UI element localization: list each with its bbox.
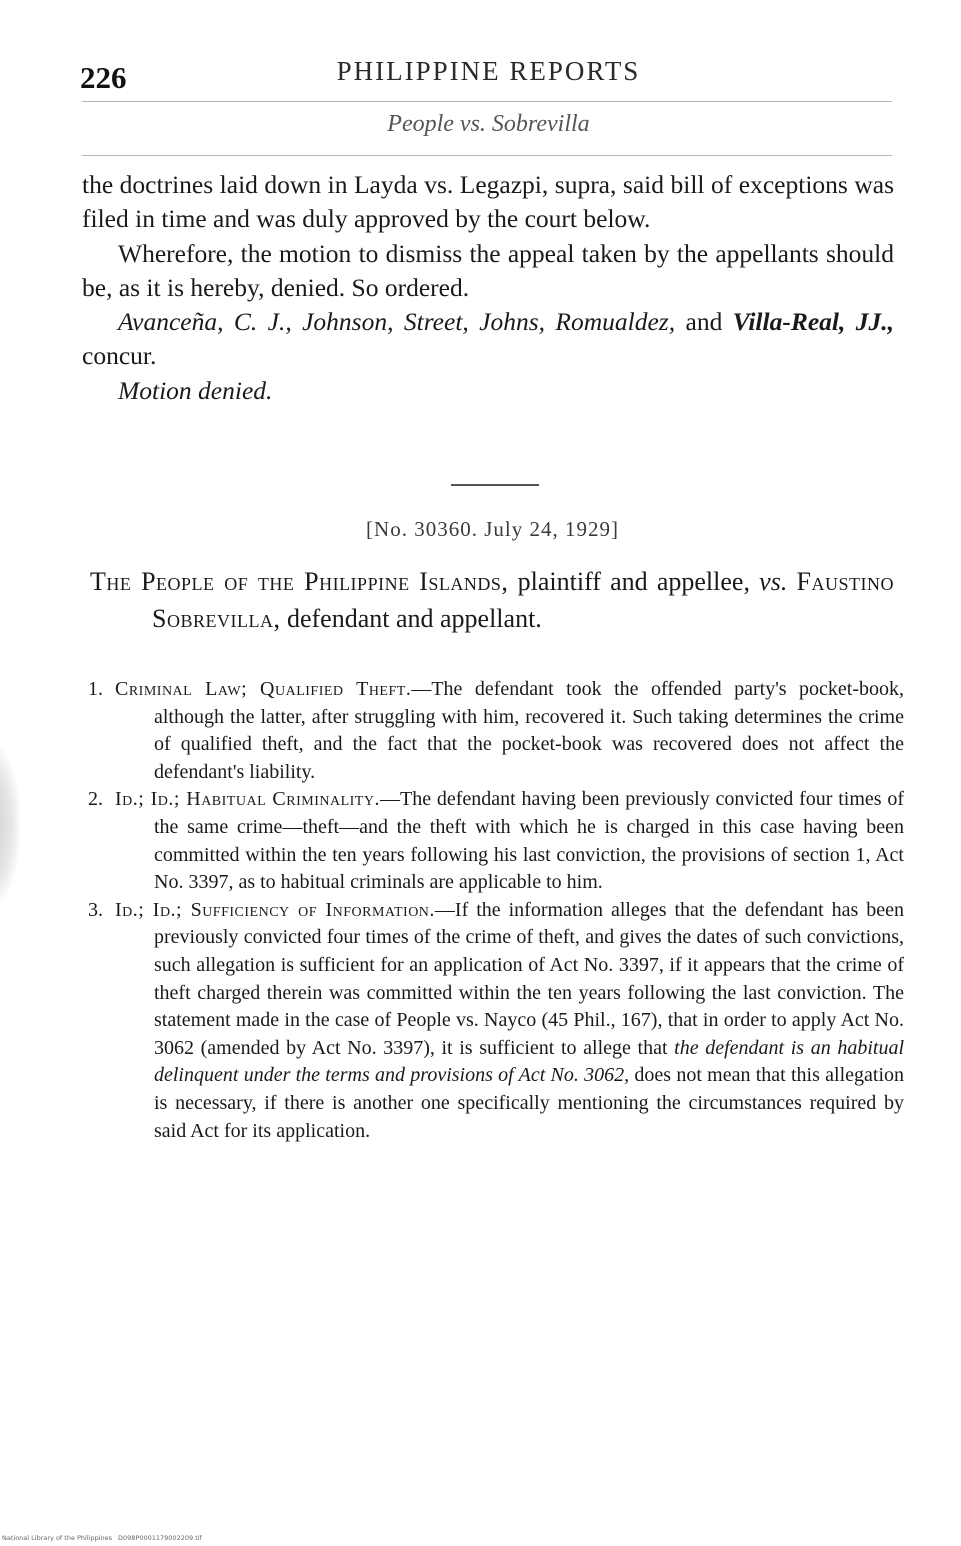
page-number: 226 [80, 60, 127, 95]
syllabus-text: —The defendant took the offended party's pocket-book, although the latter, after struggling with him, recovered it. Such taking determines the crime of qualified theft, and the fact that the pocket-book was recovered does not affect the defendant's liability. [154, 678, 904, 783]
caption-plaintiff: The People of the Philippine Islands, [90, 567, 509, 596]
syllabus-text: —If the information alleges that the defendant has been previously convicted four times of the crime of theft, and gives the dates of such convictions, such allegation is sufficient for an application of Act No. 3397, if it appears that the crime of theft charged therein was committed within the ten years following the last conviction. The statement made in the case of People vs. Nayco (45 Phil., 167), that in order to apply Act No. 3062 (amended by Act No. 3397), it is sufficient to allege that [154, 898, 904, 1059]
concurrence-word: concur. [82, 341, 157, 371]
footer-code: D098P0001179002209.tif [118, 1534, 202, 1542]
header-rule-top [82, 101, 892, 102]
caption-defendant: Faustino Sobrevilla, [152, 567, 895, 633]
binding-shadow [0, 740, 20, 910]
syllabus-text-cont: does not mean that this allegation is necessary, if there is another one specifically mentioning the circumstances required by said Act for its application. [154, 1064, 904, 1142]
concurring-justice-last: Villa-Real, JJ., [732, 307, 894, 337]
disposition: Motion denied. [118, 375, 273, 405]
syllabus-number: 2. [88, 788, 103, 811]
case-caption [90, 563, 894, 637]
paragraph-dispositive: Wherefore, the motion to dismiss the appeal taken by the appellants should be, as it is hereby, denied. So ordered. [82, 238, 894, 302]
caption-defendant-role: defendant and appellant. [286, 604, 542, 633]
syllabus-text: —The defendant having been previously convicted four times of the same crime—theft—and the theft with which he is charged in this case having been committed within the ten years following his last conviction, the provisions of section 1, Act No. 3397, as to habitual criminals are applicable to him. [154, 788, 904, 894]
caption-vs: vs. [759, 567, 788, 596]
syllabus-number: 3. [88, 898, 103, 921]
syllabus-heading: Id.; Id.; Habitual Criminality. [115, 788, 380, 811]
concurring-justices: Avanceña, C. J., Johnson, Street, Johns, Romualdez, [118, 307, 676, 337]
opinion-body [82, 168, 894, 408]
syllabus-heading: Id.; Id.; Sufficiency of Information. [115, 898, 435, 921]
syllabus-heading: Criminal Law; Qualified Theft. [115, 678, 412, 700]
case-title-header: People vs. Sobrevilla [387, 111, 590, 137]
syllabus-number: 1. [88, 678, 103, 700]
concurrence [82, 305, 894, 374]
syllabus-item [88, 786, 904, 896]
syllabus-item [88, 676, 904, 786]
syllabus-italic-quote: the defendant is an habitual delinquent under the terms and provisions of Act No. 3062, [154, 1036, 904, 1087]
syllabus-item [88, 897, 904, 1145]
footer-source: National Library of the Philippines [2, 1534, 113, 1542]
scan-footer [2, 1534, 208, 1542]
concurrence-and: and [685, 307, 723, 337]
section-divider [451, 484, 539, 486]
docket-line: [No. 30360. July 24, 1929] [366, 517, 619, 541]
caption-plaintiff-role: plaintiff and appellee, [517, 567, 750, 596]
paragraph-continuation: the doctrines laid down in Layda vs. Legazpi, supra, said bill of exceptions was filed in time and was duly approved by the court below. [82, 170, 894, 234]
header-rule-bottom [82, 155, 892, 156]
running-head: PHILIPPINE REPORTS [336, 56, 641, 86]
syllabus-list [88, 676, 904, 1145]
